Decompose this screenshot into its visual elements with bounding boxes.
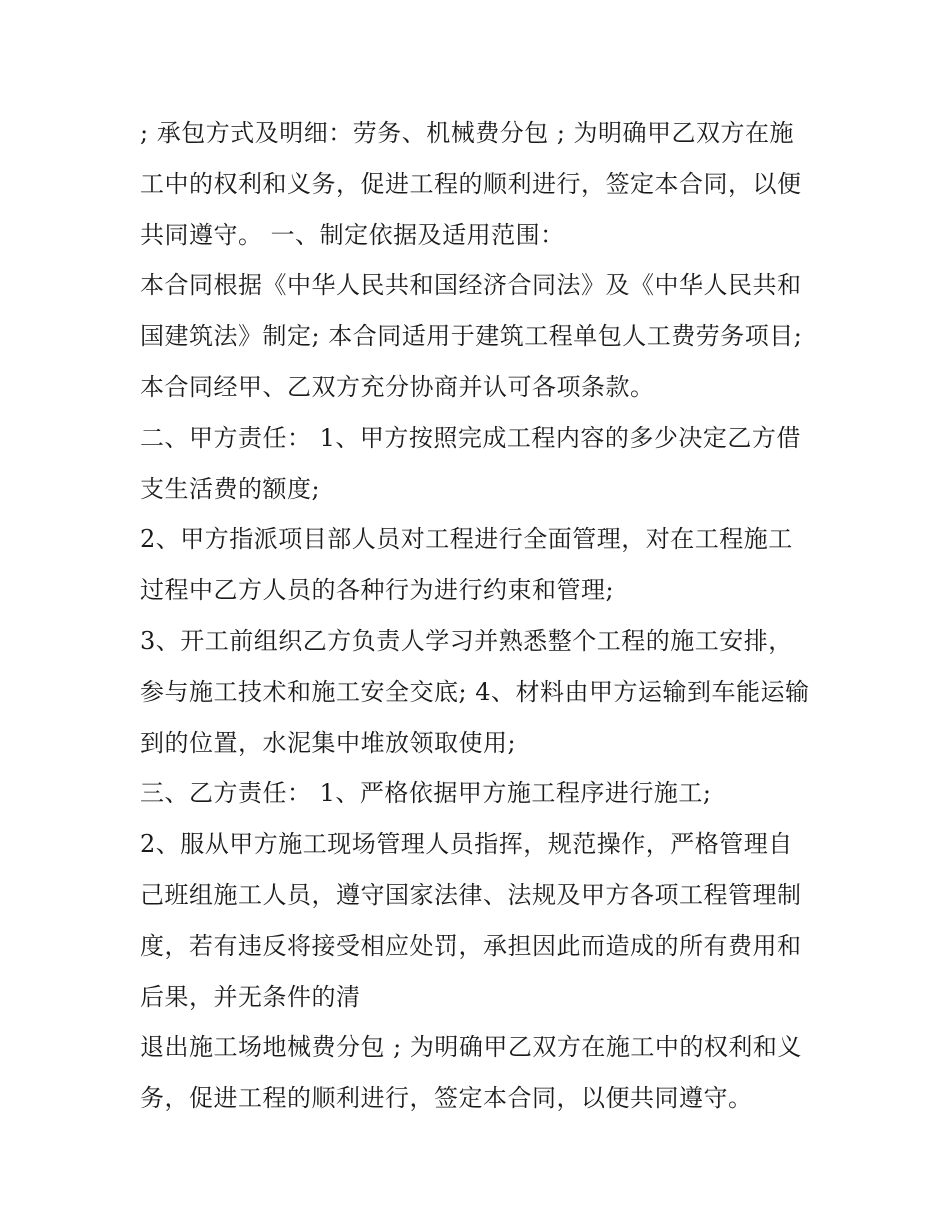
text-line: 国建筑法》制定; 本合同适用于建筑工程单包人工费劳务项目;: [140, 322, 803, 351]
text-line: 度，若有违反将接受相应处罚，承担因此而造成的所有费用和: [140, 931, 802, 960]
text-line: 后果，并无条件的清: [140, 982, 361, 1011]
text-line: 本合同根据《中华人民共和国经济合同法》及《中华人民共和: [140, 271, 802, 300]
text-line: 己班组施工人员，遵守国家法律、法规及甲方各项工程管理制: [140, 880, 802, 909]
text-line: 退出施工场地械费分包 ; 为明确甲乙双方在施工中的权利和义: [140, 1033, 802, 1062]
text-line: 二、甲方责任： 1、甲方按照完成工程内容的多少决定乙方借: [140, 423, 801, 452]
text-line: 2、甲方指派项目部人员对工程进行全面管理，对在工程施工: [140, 525, 793, 554]
text-line: 过程中乙方人员的各种行为进行约束和管理;: [140, 576, 615, 605]
text-line: 工中的权利和义务，促进工程的顺利进行，签定本合同，以便: [140, 169, 802, 198]
text-line: 本合同经甲、乙双方充分协商并认可各项条款。: [140, 372, 655, 401]
text-line: 三、乙方责任： 1、严格依据甲方施工程序进行施工;: [140, 779, 712, 808]
text-line: 参与施工技术和施工安全交底; 4、材料由甲方运输到车能运输: [140, 677, 810, 706]
text-line: 共同遵守。 一、制定依据及适用范围：: [140, 220, 565, 249]
text-line: 支生活费的额度;: [140, 474, 321, 503]
text-line: 2、服从甲方施工现场管理人员指挥，规范操作，严格管理自: [140, 830, 793, 859]
document-body: [140, 108, 820, 1124]
text-line: 务，促进工程的顺利进行，签定本合同，以便共同遵守。: [140, 1084, 753, 1113]
text-line: 3、开工前组织乙方负责人学习并熟悉整个工程的施工安排，: [140, 626, 793, 655]
text-line: ; 承包方式及明细：劳务、机械费分包 ; 为明确甲乙双方在施: [140, 119, 795, 147]
text-line: 到的位置，水泥集中堆放领取使用;: [140, 728, 517, 757]
